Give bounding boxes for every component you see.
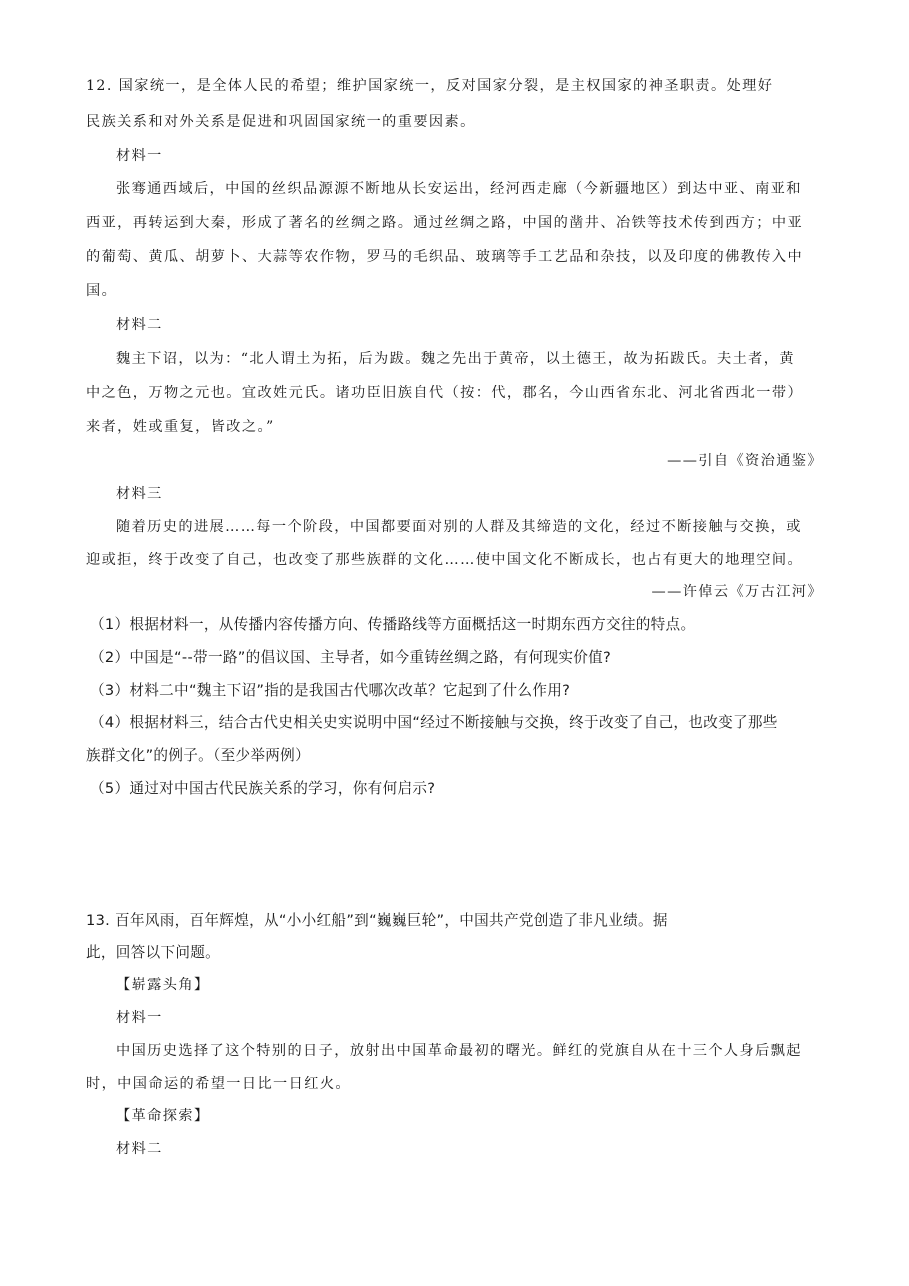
q12-material2-line: 魏主下诏，以为：“北人谓土为拓，后为跋。魏之先出于黄帝，以土德王，故为拓跋氏。夫土者，黄 [116,351,795,367]
q12-question-2: （2）中国是“--带一路”的倡议国、主导者，如今重铸丝绸之路，有何现实价值? [90,649,612,666]
q13-material1-label: 材料一 [116,1010,163,1026]
q12-stem-line-2: 民族关系和对外关系是促进和巩固国家统一的重要因素。 [86,114,476,130]
q12-material2-source: ——引自《资治通鉴》 [667,453,823,469]
q13-section-title: 【崭露头角】 [116,977,210,993]
q13-stem-line-1: 13. 百年风雨，百年辉煌，从“小小红船”到“巍巍巨轮”，中国共产党创造了非凡业绩。据 [86,912,668,929]
q12-question-3: （3）材料二中“魏主下诏”指的是我国古代哪次改革？它起到了什么作用? [90,682,571,699]
q12-question-4: （4）根据材料三，结合古代史相关史实说明中国“经过不断接触与交换，终于改变了自己，也改变了那些 [90,714,778,731]
q12-stem-line-1: 12. 国家统一，是全体人民的希望；维护国家统一，反对国家分裂，是主权国家的神圣职责。处理好 [86,78,774,94]
q12-question-4-cont: 族群文化”的例子。（至少举两例） [86,747,310,764]
q13-stem-line-2: 此，回答以下问题。 [86,944,221,961]
q13-material1-line: 中国历史选择了这个特别的日子，放射出中国革命最初的曙光。鲜红的党旗自从在十三个人身后飘起 [116,1043,802,1059]
q12-material3-line: 迎或拒，终于改变了自己，也改变了那些族群的文化……使中国文化不断成长，也占有更大的地理空间。 [86,552,804,568]
q12-material2-label: 材料二 [116,317,163,333]
q12-material1-line: 张骞通西域后，中国的丝织品源源不断地从长安运出，经河西走廊（今新疆地区）到达中亚、南亚和 [116,181,802,197]
q12-material1-label: 材料一 [116,148,163,164]
q12-material3-line: 随着历史的进展……每一个阶段，中国都要面对别的人群及其缔造的文化，经过不断接触与交换，或 [116,519,802,535]
q12-material1-line: 的葡萄、黄瓜、胡萝卜、大蒜等农作物，罗马的毛织品、玻璃等手工艺品和杂技，以及印度的佛教传入中 [86,249,804,265]
q13-material2-label: 材料二 [116,1141,163,1157]
q12-material2-line: 来者，姓或重复，皆改之。” [86,419,275,435]
q12-question-5: （5）通过对中国古代民族关系的学习，你有何启示? [90,780,436,797]
q12-material2-line: 中之色，万物之元也。宜改姓元氏。诸功臣旧族自代（按：代，郡名，今山西省东北、河北省西北一带） [86,385,804,401]
q12-question-1: （1）根据材料一，从传播内容传播方向、传播路线等方面概括这一时期东西方交往的特点。 [90,616,696,633]
q12-material3-source: ——许倬云《万古江河》 [651,584,823,600]
q13-material1-line: 时，中国命运的希望一日比一日红火。 [86,1076,351,1092]
q12-material1-line: 西亚，再转运到大秦，形成了著名的丝绸之路。通过丝绸之路，中国的凿井、冶铁等技术传到西方；中亚 [86,215,804,231]
q13-section-title: 【革命探索】 [116,1108,210,1124]
q12-material1-line: 国。 [86,283,118,299]
q12-material3-label: 材料三 [116,486,163,502]
